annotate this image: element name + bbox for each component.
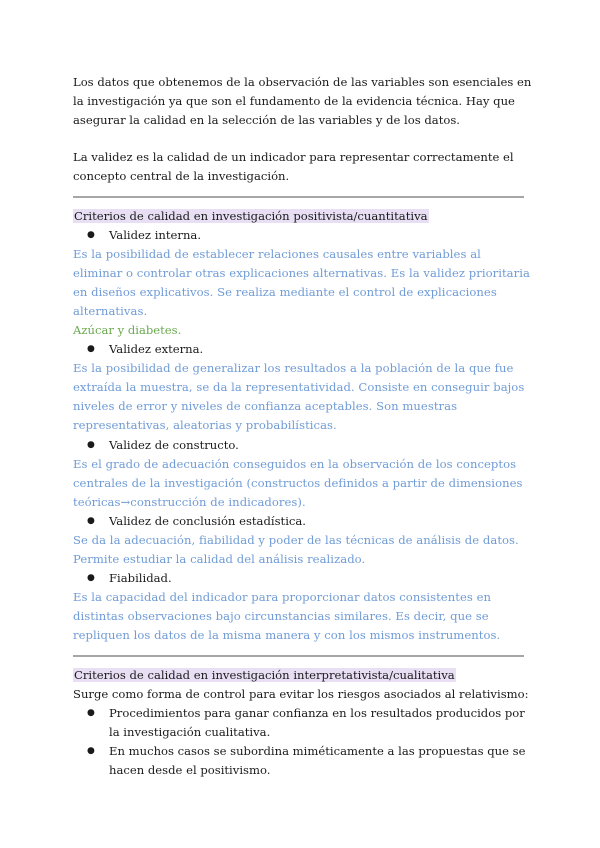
description-validez-interna: Es la posibilidad de establecer relaciones causales entre variables al eliminar o controlar otras explicaciones alternativas. Es la validez prioritaria en diseños explicativos. Se realiza mediante el control de explicaciones alternativas. [73, 247, 530, 318]
section-heading-qualitative: Criterios de calidad en investigación interpretativista/cualitativa [74, 668, 455, 682]
description-fiabilidad: Es la capacidad del indicador para proporcionar datos consistentes en distintas observaciones bajo circunstancias similares. Es decir, que se repliquen los datos de la misma manera y con los mismos instrumentos. [73, 590, 501, 642]
horizontal-rule [73, 655, 524, 657]
bullet-item-validez-externa: ● Validez externa. [73, 340, 533, 359]
bullet-item-procedimientos: ● Procedimientos para ganar confianza en los resultados producidos por la investigación cualitativa. [73, 704, 533, 742]
description-validez-constructo: Es el grado de adecuación conseguidos en la observación de los conceptos centrales de la investigación (constructos definidos a partir de dimensiones teóricas→construcción de indicadores). [73, 457, 523, 509]
qualitative-intro: Surge como forma de control para evitar los riesgos asociados al relativismo: [73, 687, 529, 701]
description-validez-externa: Es la posibilidad de generalizar los resultados a la población de la que fue extraída la muestra, se da la representatividad. Consiste en conseguir bajos niveles de error y niveles de confianza aceptables. Son muestras representativas, aleatorias y probabilísticas. [73, 361, 525, 432]
bullet-item-validez-interna: ● Validez interna. [73, 226, 533, 245]
horizontal-rule [73, 196, 524, 198]
section-heading-quantitative: Criterios de calidad en investigación positivista/cuantitativa [74, 209, 428, 223]
bullet-item-fiabilidad: ● Fiabilidad. [73, 569, 533, 588]
bullet-item-validez-constructo: ● Validez de constructo. [73, 436, 533, 455]
document-body [73, 73, 533, 780]
example-text: Azúcar y diabetes. [73, 323, 182, 337]
intro-paragraph-1: Los datos que obtenemos de la observación de las variables son esenciales en la investigación ya que son el fundamento de la evidencia técnica. Hay que asegurar la calidad en la selección de las variables y de los datos. [73, 75, 532, 127]
intro-paragraph-2: La validez es la calidad de un indicador para representar correctamente el concepto central de la investigación. [73, 150, 514, 183]
bullet-item-validez-conclusion: ● Validez de conclusión estadística. [73, 512, 533, 531]
description-validez-conclusion: Se da la adecuación, fiabilidad y poder de las técnicas de análisis de datos. Permite estudiar la calidad del análisis realizado. [73, 533, 519, 566]
bullet-item-subordina: ● En muchos casos se subordina miméticamente a las propuestas que se hacen desde el positivismo. [73, 742, 533, 780]
